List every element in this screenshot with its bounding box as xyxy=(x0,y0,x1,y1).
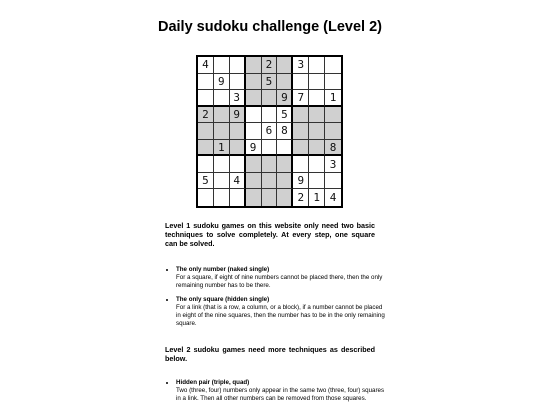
sudoku-cell[interactable] xyxy=(309,123,325,140)
sudoku-cell[interactable] xyxy=(325,107,341,124)
sudoku-cell[interactable]: 2 xyxy=(293,189,309,206)
sudoku-cell[interactable] xyxy=(246,173,262,190)
sudoku-cell[interactable] xyxy=(198,189,214,206)
sudoku-cell[interactable]: 2 xyxy=(262,57,278,74)
sudoku-cell[interactable] xyxy=(214,173,230,190)
sudoku-cell[interactable] xyxy=(230,156,246,173)
sudoku-cell[interactable] xyxy=(293,140,309,157)
sudoku-cell[interactable] xyxy=(230,189,246,206)
sudoku-cell[interactable]: 4 xyxy=(329,191,337,205)
sudoku-cell[interactable] xyxy=(309,173,325,190)
sudoku-cell[interactable] xyxy=(309,74,325,91)
technique-description: For a link (that is a row, a column, or a block), if a number cannot be placed in eight of the nine squares, then the number has to be in the only remaining square. xyxy=(176,304,385,327)
sudoku-cell[interactable]: 3 xyxy=(293,57,309,74)
sudoku-cell[interactable]: 1 xyxy=(214,140,230,157)
sudoku-cell[interactable] xyxy=(309,57,325,74)
sudoku-cell[interactable] xyxy=(198,123,214,140)
technique-description: Two (three, four) numbers only appear in the same two (three, four) squares in a link. Then all other numbers can be removed from those squares. xyxy=(176,387,385,402)
technique-title: • The only square (hidden single) xyxy=(176,296,270,303)
sudoku-cell[interactable] xyxy=(246,156,262,173)
sudoku-cell[interactable]: 5 xyxy=(277,107,293,124)
sudoku-cell[interactable] xyxy=(325,57,341,74)
sudoku-cell[interactable] xyxy=(277,57,293,74)
sudoku-cell[interactable] xyxy=(309,107,325,124)
sudoku-cell[interactable] xyxy=(293,74,309,91)
sudoku-cell[interactable]: 4 xyxy=(230,173,246,190)
sudoku-cell[interactable] xyxy=(262,156,278,173)
sudoku-cell[interactable] xyxy=(246,74,262,91)
sudoku-cell[interactable] xyxy=(293,107,309,124)
sudoku-cell[interactable] xyxy=(246,57,262,74)
sudoku-cell[interactable] xyxy=(309,90,325,107)
sudoku-cell[interactable] xyxy=(262,140,278,157)
sudoku-cell[interactable] xyxy=(293,156,309,173)
sudoku-cell[interactable] xyxy=(246,107,262,124)
sudoku-cell[interactable] xyxy=(262,189,278,206)
sudoku-cell[interactable]: 8 xyxy=(325,140,341,157)
sudoku-cell[interactable] xyxy=(198,90,214,107)
sudoku-cell[interactable] xyxy=(325,123,341,140)
list-item xyxy=(176,379,386,403)
sudoku-cell[interactable]: 9 xyxy=(214,74,230,91)
sudoku-cell[interactable]: 1 xyxy=(325,90,341,107)
sudoku-cell[interactable] xyxy=(325,74,341,91)
sudoku-cell[interactable]: 9 xyxy=(230,107,246,124)
sudoku-cell[interactable] xyxy=(246,90,262,107)
sudoku-cell[interactable] xyxy=(262,173,278,190)
sudoku-cell[interactable] xyxy=(214,123,230,140)
sudoku-cell[interactable]: 3 xyxy=(230,90,246,107)
sudoku-cell[interactable] xyxy=(230,123,246,140)
sudoku-cell[interactable] xyxy=(246,123,262,140)
sudoku-cell[interactable] xyxy=(325,173,341,190)
level2-intro-text: Level 2 sudoku games need more techniques as described below. xyxy=(165,345,375,363)
sudoku-cell[interactable]: 9 xyxy=(293,173,309,190)
sudoku-cell[interactable] xyxy=(198,156,214,173)
sudoku-cell[interactable] xyxy=(214,57,230,74)
sudoku-cell[interactable] xyxy=(277,189,293,206)
sudoku-cell[interactable] xyxy=(309,156,325,173)
page-title: Daily sudoku challenge (Level 2) xyxy=(157,19,382,35)
technique-title: • Hidden pair (triple, quad) xyxy=(176,379,250,386)
technique-description: For a square, if eight of nine numbers cannot be placed there, then the only remaining number has to be there. xyxy=(176,274,383,289)
sudoku-cell[interactable] xyxy=(277,74,293,91)
sudoku-cell[interactable]: 4 xyxy=(198,57,214,74)
sudoku-cell[interactable] xyxy=(309,140,325,157)
sudoku-board xyxy=(196,55,343,208)
sudoku-cell[interactable]: 5 xyxy=(262,74,278,91)
sudoku-cell[interactable] xyxy=(198,140,214,157)
sudoku-cell[interactable]: 9 xyxy=(277,90,293,107)
level1-intro-text: Level 1 sudoku games on this website only need two basic techniques to solve completely. At every step, one square can be solved. xyxy=(165,221,375,248)
sudoku-cell[interactable] xyxy=(230,57,246,74)
sudoku-cell[interactable]: 6 xyxy=(262,123,278,140)
sudoku-cell[interactable] xyxy=(277,140,293,157)
sudoku-cell[interactable] xyxy=(262,107,278,124)
sudoku-cell[interactable]: 9 xyxy=(246,140,262,157)
level1-technique-list xyxy=(166,266,386,334)
technique-title: • The only number (naked single) xyxy=(176,266,270,273)
sudoku-cell[interactable]: 5 xyxy=(198,173,214,190)
sudoku-cell[interactable] xyxy=(230,140,246,157)
sudoku-cell[interactable]: 8 xyxy=(277,123,293,140)
sudoku-cell[interactable] xyxy=(230,74,246,91)
sudoku-cell[interactable] xyxy=(277,173,293,190)
sudoku-cell[interactable]: 3 xyxy=(325,156,341,173)
sudoku-cell[interactable]: 1 xyxy=(309,189,325,206)
list-item xyxy=(176,266,386,290)
sudoku-cell[interactable] xyxy=(246,189,262,206)
sudoku-cell[interactable]: 2 xyxy=(198,107,214,124)
list-item xyxy=(176,296,386,328)
sudoku-cell[interactable] xyxy=(214,189,230,206)
sudoku-cell[interactable] xyxy=(214,107,230,124)
sudoku-cell[interactable] xyxy=(214,156,230,173)
sudoku-cell[interactable] xyxy=(198,74,214,91)
sudoku-cell[interactable] xyxy=(262,90,278,107)
sudoku-cell[interactable]: 7 xyxy=(293,90,309,107)
sudoku-cell[interactable] xyxy=(214,90,230,107)
sudoku-cell[interactable] xyxy=(277,156,293,173)
sudoku-cell[interactable] xyxy=(293,123,309,140)
